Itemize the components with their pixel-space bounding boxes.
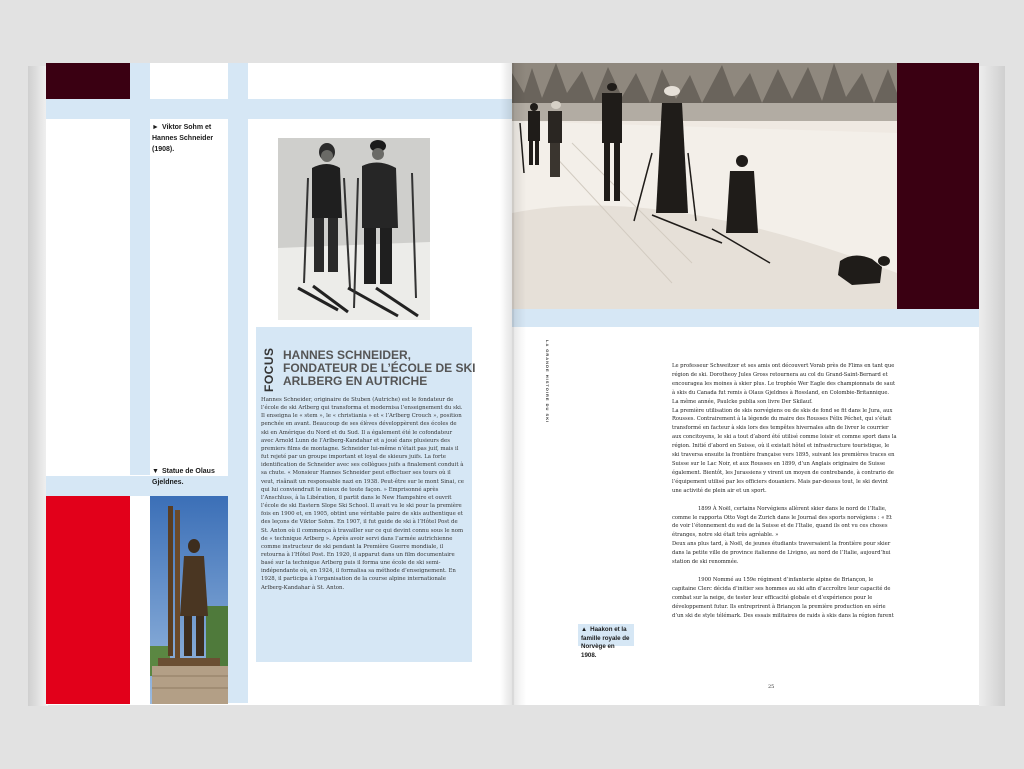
photo-royal-family-skiing xyxy=(512,63,897,309)
book-edge-right xyxy=(979,66,1005,706)
caption-royal-family: ▲ Haakon et la famille royale de Norvège en 1908. xyxy=(578,624,634,646)
paragraph: Le professeur Schweitzer et ses amis ont découvert Vorab près de Flims en tant que région de ski. Dorotheoy Jules Gross retournera au col du Grand-Saint-Bernard et encouragea les moines à skier plus. Le trophée Wer Eagle des championnats de saut à skis du Canada fut remis à Olaus Gjeldnes à Rossland, en Colombie-Britannique. xyxy=(672,363,896,396)
blue-band-right xyxy=(512,309,979,327)
photo-statue-gjeldnes xyxy=(150,496,228,704)
blue-column-mid xyxy=(130,145,150,475)
maroon-block-top-left xyxy=(46,63,130,99)
arrow-up-icon: ▲ xyxy=(581,626,588,633)
paragraph: La même année, Paulcke publia son livre Der Skilauf. xyxy=(672,398,813,405)
page-number: 25 xyxy=(768,684,775,690)
photo-sohm-schneider xyxy=(278,138,430,320)
paragraph: La première utilisation de skis norvégiens ou de skis de fond se fit dans le Jura, aux Rousses. Contrairement à la légende du maire des Rousses Félix Péchet, qui s’était transformé en facteur à skis lors des tempêtes hivernales afin de livrer le courrier aux concitoyens, le ski a tout d’abord été utilisé comme loisir et comme sport dans la région. Initié d’abord en Suisse, où il existait hôtel et infrastructure touristique, le ski traversa ensuite la frontière française vers 1895, suivant les premières traces en Suisse sur le Lac Noir, et aux Rousses en 1899, d’un Anglais originaire de Suisse également. Bientôt, les Jurassiens y virent un moyen de contrebande, à contrario de l’équipement utilisé par les officiers douaniers. Mais par-dessus tout, le ski devint une activité de plein air et un sport. xyxy=(672,407,897,494)
caption-statue: ▼ Statue de Olaus Gjeldnes. xyxy=(152,468,215,486)
blue-column xyxy=(228,63,248,703)
paragraph: 1900 Nommé au 159e régiment d’infanterie alpine de Briançon, le capitaine Clerc décida d’initier ses hommes au ski afin d’accroître leur capacité de combat sur la neige, de tester leur efficacité globale et d’expérience pour le développement futur. Ils entreprirent à Briançon la première production en série d’un ski de style télémark. Des essais militaires de raids à skis dans la région furent xyxy=(672,576,894,619)
right-body-text xyxy=(672,362,898,620)
running-title: LA GRANDE HISTOIRE DU SKI xyxy=(545,340,550,424)
focus-label: FOCUS xyxy=(262,347,276,392)
paragraph: Deux ans plus tard, à Noël, de jeunes étudiants traversaient la frontière pour skier dans la petite ville de province italienne de Livigno, au nord de l’Italie, aujourd’hui station de ski renommée. xyxy=(672,541,891,566)
book-gutter xyxy=(500,63,526,705)
focus-title: HANNES SCHNEIDER, FONDATEUR DE L’ÉCOLE DE SKI ARLBERG EN AUTRICHE xyxy=(283,348,476,388)
maroon-block-right xyxy=(897,63,979,309)
arrow-right-icon: ► xyxy=(152,124,159,131)
book-edge-left xyxy=(28,66,48,706)
blue-band xyxy=(46,99,512,119)
arrow-down-icon: ▼ xyxy=(152,468,159,475)
focus-body-text: Hannes Schneider, originaire de Stuben (Autriche) est le fondateur de l’école de ski Arlberg qui transforma et modernisa l’enseignement du ski. Il enseigna le « stem », le « christiania » et « l’Arlberg Crouch », position penchée en avant. Beaucoup de ses élèves développèrent des écoles de ski en Amérique du Nord et du Sud. Il a également été le cofondateur avec Arnold Lunn de l’Arlberg-Kandahar et a joué dans plusieurs des premiers films de montagne. Schneider lui-même n’était pas juif, mais il fut rejeté par un groupe important et loyal de skieurs juifs. La forte identification de Schneider avec ses collègues juifs a finalement conduit à sa chute. « Monsieur Hannes Schneider peut effectuer ses tours où il veut, risânait un responsable nazi en 1938. Peut-être sur le mont Sinai, ce qui lui conviendrait le mieux de toute façon. » Emprisonné après l’Anschluss, à la Libération, il partit dans le New Hampshire et ouvrit l’école de ski Eastern Slope Ski School. Il avait vu le ski pour la première fois en 1900 et, en 1905, obtint une véritable paire de skis authentique et des leçons de Viktor Sohm. En 1907, il fut guide de ski à l’Hôtel Post de St. Anton où il commença à travailler sur ce qui devint connu sous le nom de « technique Arlberg ». Après avoir servi dans l’armée autrichienne comme instructeur de ski pendant la Première Guerre mondiale, il retourna à l’Hôtel Post. En 1920, il apparut dans un film documentaire basé sur la technique Arlberg puis il forma une école de ski semi-indépendante où, en 1924, il formalisa sa méthode d’enseignement. En 1928, il participa à l’organisation de la course alpine internationale Arlberg-Kandahar à St. Anton. xyxy=(261,397,464,591)
paragraph: 1899 À Noël, certains Norvégiens allèrent skier dans le nord de l’Italie, comme le rapporta Otto Vogt de Zurich dans le Journal des sports norvégiens : « Et de voir l’étonnement du sud de la Suisse et de l’Italie, quand ils ont vu ces choses étranges, notre ski était très agréable. » xyxy=(672,505,892,539)
caption-photo-sohm-schneider: ► Viktor Sohm et Hannes Schneider (1908). xyxy=(152,124,214,153)
red-block xyxy=(46,496,130,704)
